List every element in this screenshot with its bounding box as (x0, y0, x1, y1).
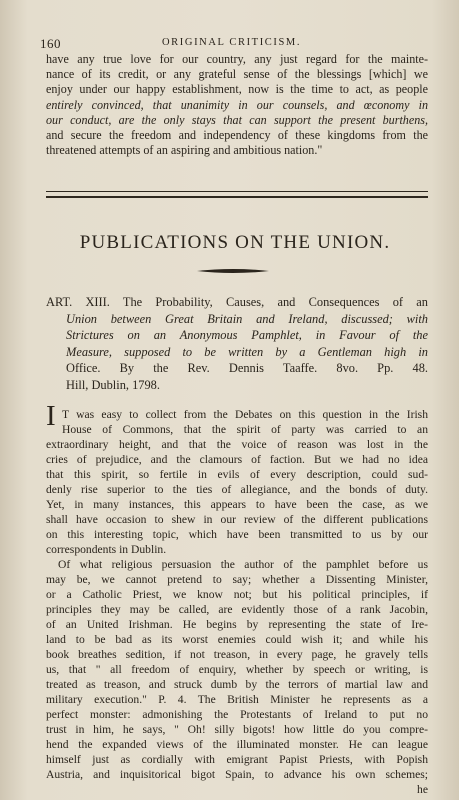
body-line: principles they may be called, are evidently those of a rank Jacobin, (46, 603, 428, 616)
article-line: Hill, Dublin, 1798. (66, 377, 160, 392)
quote-line: and secure the freedom and independency of these kingdoms from the (46, 128, 428, 143)
section-divider-rule (46, 191, 428, 198)
body-line: of an United Irishman. He begins by representing the state of Ire- (46, 618, 428, 631)
quote-line: threatened attempts of an aspiring and ambitious nation." (46, 143, 323, 158)
body-line: Austria, and inquisitorical bigot Spain, to advance his own schemes; (46, 768, 428, 781)
running-title: ORIGINAL CRITICISM. (162, 37, 302, 48)
body-line: us, that " all freedom of enquiry, whether by speech or writing, is (46, 663, 428, 676)
quote-line: entirely convinced, that unanimity in our counsels, and œconomy in (46, 97, 428, 112)
page-header (40, 36, 425, 52)
body-line: cries of prejudice, and the clamours of faction. But we had no idea (46, 453, 428, 466)
article-heading (46, 294, 428, 393)
body-line: hend the expanded views of the illuminated monster. He can league (46, 738, 428, 751)
body-line: correspondents in Dublin. (46, 543, 167, 556)
article-line: Union between Great Britain and Ireland, discussed; with (66, 311, 428, 326)
body-line: book breathes sedition, if not treason, in every page, he gravely tells (46, 648, 428, 661)
body-line: denly rise superior to the ties of allegiance, and the bonds of duty. (46, 483, 428, 496)
quote-line: our conduct, are the only stays that can support the present burthens, (46, 112, 428, 127)
body-line: on this interesting topic, which have been transmitted to us by our (46, 528, 428, 541)
review-body (46, 407, 428, 797)
closing-quotation (46, 52, 428, 158)
body-line: Yet, in many instances, this appears to have been the case, as we (46, 498, 428, 511)
body-line: T was easy to collect from the Debates on this question in the Irish (62, 408, 428, 421)
body-line: perfect monster: admonishing the Protestants of Ireland to put no (46, 708, 428, 721)
body-line: or a Catholic Priest, we know not; but his political principles, if (46, 588, 428, 601)
article-line: Strictures on an Anonymous Pamphlet, in Favour of the (66, 328, 428, 342)
body-line: treated as treason, and struck dumb by the terrors of martial law and (46, 678, 428, 691)
body-line: may be, we cannot pretend to say; whether a Dissenting Minister, (46, 573, 428, 586)
ornament-rule (197, 268, 269, 274)
section-title: PUBLICATIONS ON THE UNION. (79, 232, 391, 253)
body-line: that this spirit, so fertile in evils of every description, could sud- (46, 468, 428, 481)
article-line: Office. By the Rev. Dennis Taaffe. 8vo. Pp. 48. (66, 361, 428, 375)
page-number: 160 (40, 36, 61, 51)
body-line: Of what religious persuasion the author of the pamphlet before us (58, 558, 428, 571)
quote-line: nance of its credit, or any grateful sense of the blessings [which] we (46, 67, 428, 82)
body-line: extraordinary height, and that the voice of reason was lost in the (46, 438, 428, 451)
catchword: he (417, 783, 428, 796)
body-line: House of Commons, that the spirit of party was carried to an (62, 423, 428, 436)
drop-cap: I (46, 400, 56, 432)
body-line: trust in him, he says, " Oh! silly bigots! how little do you compre- (46, 723, 428, 736)
quote-line: have any true love for our country, any just regard for the mainte- (46, 52, 428, 66)
quote-line: enjoy under our happy establishment, now is the time to act, as people (46, 82, 428, 97)
body-line: military execution." P. 4. The British Minister he represents as a (46, 693, 428, 706)
body-line: shall have occasion to shew in our review of the different publications (46, 513, 428, 526)
body-line: land to be bad as its worst enemies could wish it; and while his (46, 633, 428, 646)
article-line: Measure, supposed to be written by a Gentleman high in (66, 344, 428, 359)
article-line: ART. XIII. The Probability, Causes, and Consequences of an (46, 295, 428, 309)
body-line: himself just as cordially with emigrant Papist Priests, with Popish (46, 753, 428, 766)
